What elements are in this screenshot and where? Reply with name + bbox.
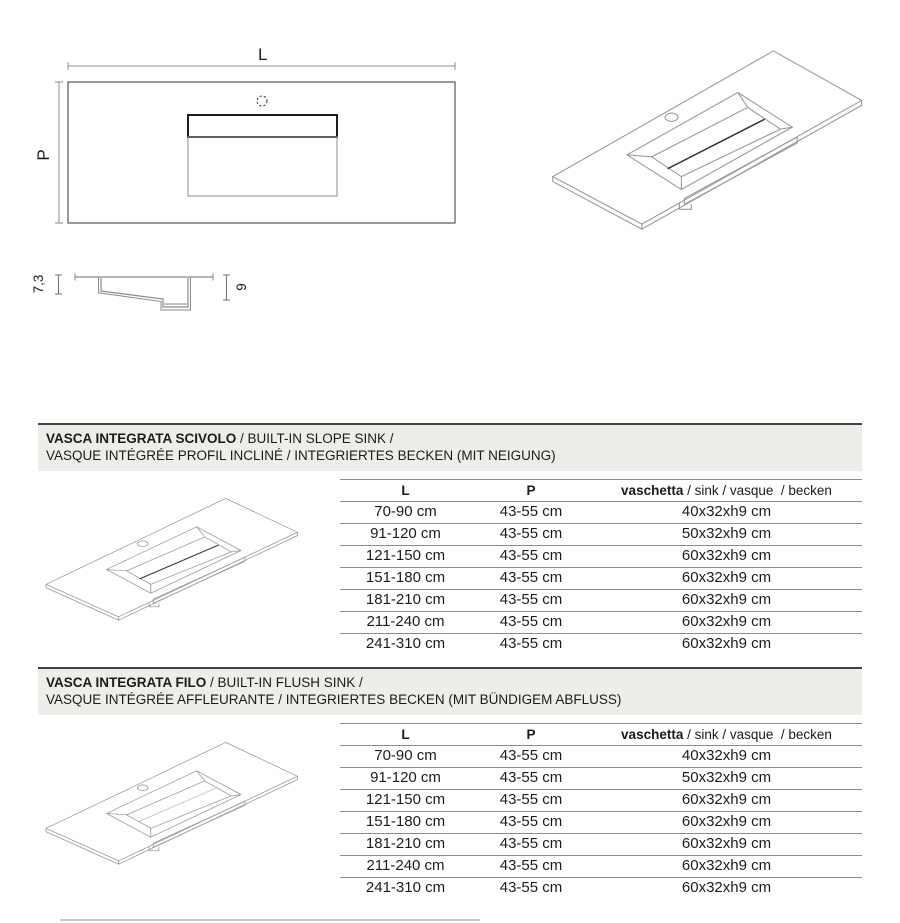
table-cell: 70-90 cm — [340, 746, 471, 768]
dimension-label-total-depth: 9 — [234, 283, 249, 291]
table-cell: 43-55 cm — [471, 590, 591, 612]
section-title-secondary: / BUILT-IN SLOPE SINK / — [236, 431, 394, 446]
table-cell: 211-240 cm — [340, 612, 471, 634]
column-header-sink-secondary: / sink / vasque / becken — [683, 727, 832, 742]
table-row — [340, 590, 862, 612]
column-header-sink — [591, 480, 862, 502]
flush-sink-thumbnail — [38, 739, 328, 871]
section-title-primary: VASCA INTEGRATA SCIVOLO — [46, 431, 237, 446]
section-slope-sink — [38, 423, 862, 671]
table-header-row — [340, 480, 862, 502]
table-cell: 43-55 cm — [471, 546, 591, 568]
dimensions-table — [340, 479, 862, 655]
table-cell: 50x32xh9 cm — [591, 524, 862, 546]
section-title-primary: VASCA INTEGRATA FILO — [46, 675, 207, 690]
table-cell: 121-150 cm — [340, 546, 471, 568]
dimension-lines — [55, 62, 455, 223]
profile-outline — [75, 274, 213, 311]
table-cell: 60x32xh9 cm — [591, 546, 862, 568]
section-header — [38, 423, 862, 471]
profile-section-drawing — [22, 253, 257, 338]
section-content — [38, 479, 862, 671]
table-row — [340, 546, 862, 568]
table-row — [340, 878, 862, 900]
cut-off-element — [60, 919, 480, 921]
table-cell: 181-210 cm — [340, 590, 471, 612]
table-cell: 60x32xh9 cm — [591, 856, 862, 878]
column-header-depth: P — [471, 480, 591, 502]
table-cell: 43-55 cm — [499, 879, 563, 896]
table-cell: 43-55 cm — [471, 812, 591, 834]
dimensions-table — [340, 723, 862, 899]
table-row — [340, 856, 862, 878]
table-cell: 43-55 cm — [471, 768, 591, 790]
section-header — [38, 667, 862, 715]
table-cell: 121-150 cm — [340, 790, 471, 812]
section-title-line2: VASQUE INTÉGRÉE PROFIL INCLINÉ / INTEGRIERTES BECKEN (MIT NEIGUNG) — [46, 448, 556, 463]
table-cell: 40x32xh9 cm — [591, 746, 862, 768]
column-header-sink-primary: vaschetta — [621, 727, 684, 742]
table-row — [340, 790, 862, 812]
table-row — [340, 568, 862, 590]
table-cell: 60x32xh9 cm — [591, 568, 862, 590]
table-cell: 241-310 cm — [365, 879, 446, 896]
table-cell: 43-55 cm — [471, 856, 591, 878]
column-header-sink — [591, 724, 862, 746]
table-cell: 70-90 cm — [340, 502, 471, 524]
table-row — [340, 746, 862, 768]
dimension-label-length: L — [258, 45, 268, 64]
table-cell: 151-180 cm — [340, 812, 471, 834]
table-cell: 181-210 cm — [340, 834, 471, 856]
table-cell: 151-180 cm — [340, 568, 471, 590]
table-cell: 241-310 cm — [365, 635, 446, 652]
sink-basin — [188, 137, 337, 196]
table-cell: 40x32xh9 cm — [591, 502, 862, 524]
section-title-line1 — [46, 674, 854, 691]
table-cell: 60x32xh9 cm — [591, 790, 862, 812]
plan-view-drawing — [30, 40, 470, 240]
section-content — [38, 723, 862, 915]
slope-sink-thumbnail — [38, 495, 328, 627]
table-cell: 43-55 cm — [471, 502, 591, 524]
section-title-line2: VASQUE INTÉGRÉE AFFLEURANTE / INTEGRIERTES BECKEN (MIT BÜNDIGEM ABFLUSS) — [46, 692, 622, 707]
dimension-label-basin-depth: 7,3 — [31, 274, 46, 294]
column-header-sink-secondary: / sink / vasque / becken — [683, 483, 832, 498]
table-cell: 60x32xh9 cm — [591, 812, 862, 834]
table-cell: 91-120 cm — [340, 524, 471, 546]
table-row — [340, 612, 862, 634]
worktop-outline — [68, 82, 455, 223]
isometric-drawing-slope-sink — [542, 46, 900, 239]
table-cell: 43-55 cm — [471, 790, 591, 812]
table-row — [340, 524, 862, 546]
table-cell: 43-55 cm — [471, 746, 591, 768]
column-header-length: L — [340, 724, 471, 746]
table-cell: 50x32xh9 cm — [591, 768, 862, 790]
table-row — [340, 812, 862, 834]
table-row — [340, 634, 862, 656]
column-header-depth: P — [471, 724, 591, 746]
table-cell: 60x32xh9 cm — [591, 590, 862, 612]
section-title-line1 — [46, 430, 854, 447]
section-title-secondary: / BUILT-IN FLUSH SINK / — [206, 675, 363, 690]
table-cell: 43-55 cm — [471, 568, 591, 590]
dimension-label-depth: P — [34, 149, 53, 161]
table-row — [340, 834, 862, 856]
table-cell: 60x32xh9 cm — [591, 834, 862, 856]
table-cell: 43-55 cm — [471, 834, 591, 856]
table-cell: 60x32xh9 cm — [591, 612, 862, 634]
table-cell: 60x32xh9 cm — [681, 635, 772, 652]
table-row — [340, 768, 862, 790]
sink-rim — [188, 115, 337, 137]
section-flush-sink — [38, 667, 862, 915]
table-cell: 43-55 cm — [471, 524, 591, 546]
column-header-length: L — [340, 480, 471, 502]
faucet-hole — [257, 96, 267, 106]
table-cell: 43-55 cm — [499, 635, 563, 652]
table-cell: 91-120 cm — [340, 768, 471, 790]
table-cell: 211-240 cm — [340, 856, 471, 878]
table-cell: 43-55 cm — [471, 612, 591, 634]
column-header-sink-primary: vaschetta — [621, 483, 684, 498]
table-row — [340, 502, 862, 524]
table-cell: 60x32xh9 cm — [681, 879, 772, 896]
table-header-row — [340, 724, 862, 746]
